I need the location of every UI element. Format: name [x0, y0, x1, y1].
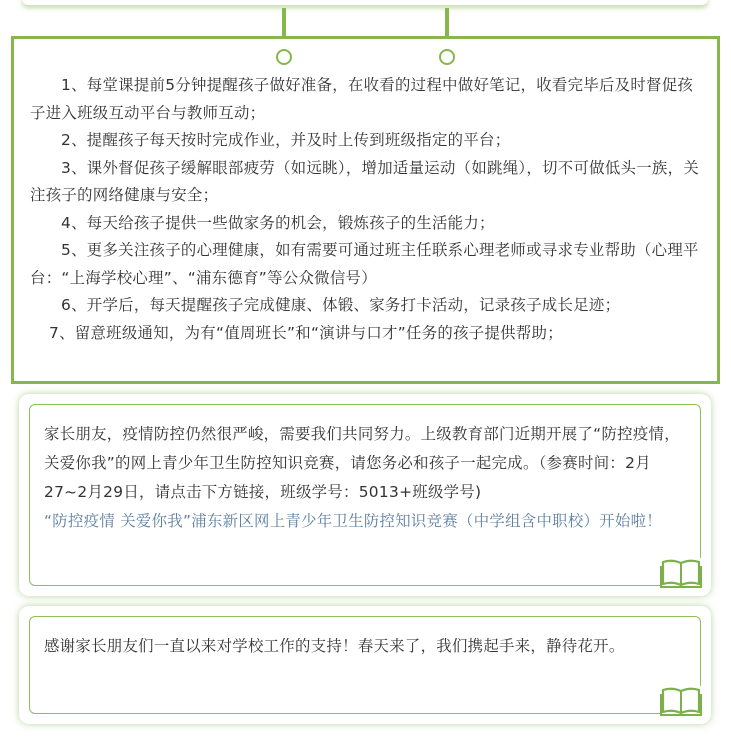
thanks-card [19, 606, 711, 724]
tip-item: 4、每天给孩子提供一些做家务的机会，锻炼孩子的生活能力； [61, 213, 495, 232]
book-icon [660, 686, 702, 716]
competition-card-inner [29, 404, 701, 586]
ring-icon [276, 49, 292, 65]
tip-item: 5、更多关注孩子的心理健康，如有需要可通过班主任联系心理老师或寻求专业帮助（心理平台：“上海学校心理”、“浦东德育”等公众微信号） [30, 241, 699, 287]
thanks-text: 感谢家长朋友们一直以来对学校工作的支持！春天来了，我们携起手来，静待花开。 [44, 637, 625, 655]
tip-item: 1、每堂课提前5分钟提醒孩子做好准备，在收看的过程中做好笔记，收看完毕后及时督促孩子进入班级互动平台与教师互动； [30, 76, 694, 122]
tips-panel [11, 36, 720, 384]
competition-text: 家长朋友，疫情防控仍然很严峻，需要我们共同努力。上级教育部门近期开展了“防控疫情，关爱你我”的网上青少年卫生防控知识竞赛，请您务必和孩子一起完成。（参赛时间：2月27~2月29日，请点击下方链接，班级学号：5013+班级学号) [44, 425, 680, 501]
competition-link[interactable]: “防控疫情 关爱你我”浦东新区网上青少年卫生防控知识竞赛（中学组含中职校）开始啦！ [44, 512, 662, 530]
top-card-edge [22, 0, 708, 6]
tip-item: 6、开学后，每天提醒孩子完成健康、体锻、家务打卡活动，记录孩子成长足迹； [61, 296, 621, 314]
tip-item: 2、提醒孩子每天按时完成作业，并及时上传到班级指定的平台； [61, 131, 511, 149]
thanks-card-inner [29, 616, 701, 714]
tip-item: 7、留意班级通知，为有“值周班长”和“演讲与口才”任务的孩子提供帮助； [49, 323, 563, 342]
book-icon [660, 558, 702, 588]
competition-card [19, 394, 711, 596]
ring-icon [439, 49, 455, 65]
tip-item: 3、课外督促孩子缓解眼部疲劳（如远眺），增加适量运动（如跳绳），切不可做低头一族，关注孩子的网络健康与安全； [30, 158, 700, 204]
